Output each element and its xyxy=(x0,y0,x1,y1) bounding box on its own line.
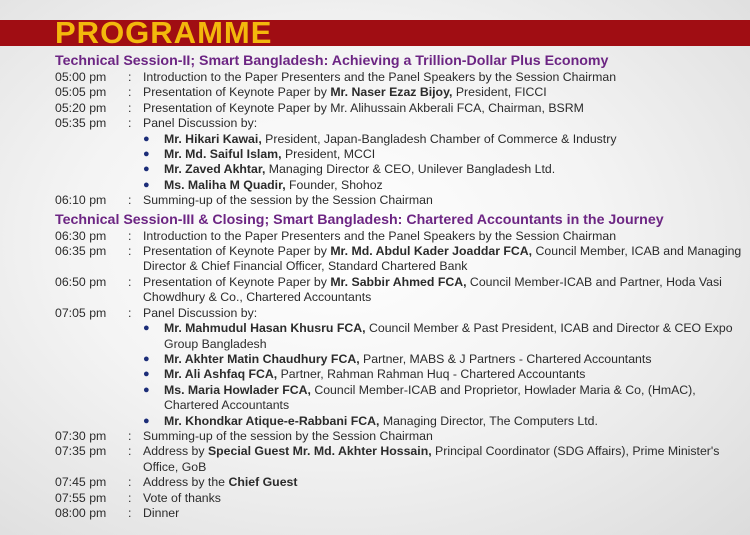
bullet-icon xyxy=(143,414,164,429)
schedule-time: 05:00 pm xyxy=(55,70,107,84)
bullet-icon xyxy=(143,178,164,193)
schedule-row: 06:35 pm : Presentation of Keynote Paper by Mr. Md. Abdul Kader Joaddar FCA, Council Member, ICAB and Managing Director & Chief Financial Officer, Standard Chartered Bank xyxy=(55,244,745,275)
schedule-time: 06:50 pm xyxy=(55,274,107,289)
schedule-description: Presentation of Keynote Paper by Mr. Sabbir Ahmed FCA, Council Member-ICAB and Partner, Hoda Vasi Chowdhury & Co., Chartered Accountants xyxy=(143,274,722,305)
schedule-row: 05:00 pm : Introduction to the Paper Presenters and the Panel Speakers by the Session Chairman xyxy=(55,70,745,85)
schedule-description: Summing-up of the session by the Session Chairman xyxy=(143,428,433,443)
panelist-item: ● Mr. Khondkar Atique-e-Rabbani FCA, Managing Director, The Computers Ltd. xyxy=(143,414,745,429)
panelist-item: ● Mr. Md. Saiful Islam, President, MCCI xyxy=(143,147,745,162)
panelist-item: ● Mr. Zaved Akhtar, Managing Director & CEO, Unilever Bangladesh Ltd. xyxy=(143,162,745,177)
bullet-icon xyxy=(143,367,164,382)
panelist-item: ● Mr. Ali Ashfaq FCA, Partner, Rahman Rahman Huq - Chartered Accountants xyxy=(143,367,745,382)
panel-list-session-2 xyxy=(55,132,745,194)
session-3-title: Technical Session-III & Closing; Smart Bangladesh: Chartered Accountants in the Journey xyxy=(55,211,664,228)
schedule-description: Presentation of Keynote Paper by Mr. Naser Ezaz Bijoy, President, FICCI xyxy=(143,85,547,100)
programme-content xyxy=(55,52,745,521)
schedule-row: 07:30 pm : Summing-up of the session by the Session Chairman xyxy=(55,429,745,444)
schedule-time: 05:20 pm xyxy=(55,100,107,115)
bullet-icon xyxy=(143,147,164,162)
schedule-row: 07:35 pm : Address by Special Guest Mr. Md. Akhter Hossain, Principal Coordinator (SDG Affairs), Prime Minister's Office, GoB xyxy=(55,444,745,475)
schedule-row: 07:05 pm : Panel Discussion by: xyxy=(55,306,745,321)
schedule-time: 05:05 pm xyxy=(55,85,107,100)
schedule-description: Summing-up of the session by the Session Chairman xyxy=(143,193,433,208)
schedule-description: Address by the Chief Guest xyxy=(143,475,298,490)
schedule-time: 07:05 pm xyxy=(55,305,107,320)
bullet-icon xyxy=(143,383,164,414)
schedule-description: Panel Discussion by: xyxy=(143,116,258,131)
schedule-time: 05:35 pm xyxy=(55,116,107,131)
schedule-description: Introduction to the Paper Presenters and the Panel Speakers by the Session Chairman xyxy=(143,70,617,84)
panelist-item: ● Ms. Maliha M Quadir, Founder, Shohoz xyxy=(143,178,745,193)
panelist-item: ● Mr. Hikari Kawai, President, Japan-Bangladesh Chamber of Commerce & Industry xyxy=(143,132,745,147)
schedule-time: 08:00 pm xyxy=(55,505,107,520)
schedule-description: Presentation of Keynote Paper by Mr. Md. Abdul Kader Joaddar FCA, Council Member, ICAB and Managing Director & Chief Financial Officer, Standard Chartered Bank xyxy=(143,244,742,274)
schedule-time: 07:55 pm xyxy=(55,490,107,505)
schedule-row: 05:20 pm : Presentation of Keynote Paper by Mr. Alihussain Akberali FCA, Chairman, BSRM xyxy=(55,101,745,116)
schedule-time: 06:35 pm xyxy=(55,244,107,259)
schedule-row: 06:50 pm : Presentation of Keynote Paper by Mr. Sabbir Ahmed FCA, Council Member-ICAB and Partner, Hoda Vasi Chowdhury & Co., Chartered Accountants xyxy=(55,275,745,306)
schedule-description: Dinner xyxy=(143,505,180,520)
bullet-icon xyxy=(143,352,164,367)
schedule-time: 07:45 pm xyxy=(55,475,107,490)
schedule-time: 06:10 pm xyxy=(55,193,107,208)
schedule-description: Introduction to the Paper Presenters and the Panel Speakers by the Session Chairman xyxy=(143,228,617,243)
panelist-item: ● Mr. Mahmudul Hasan Khusru FCA, Council Member & Past President, ICAB and Director & CEO Expo Group Bangladesh xyxy=(143,321,745,352)
panel-list-session-3 xyxy=(55,321,745,429)
panelist-item: ● Mr. Akhter Matin Chaudhury FCA, Partner, MABS & J Partners - Chartered Accountants xyxy=(143,352,745,367)
schedule-description: Presentation of Keynote Paper by Mr. Alihussain Akberali FCA, Chairman, BSRM xyxy=(143,100,584,115)
bullet-icon xyxy=(143,162,164,177)
schedule-description: Address by Special Guest Mr. Md. Akhter Hossain, Principal Coordinator (SDG Affairs), Prime Minister's Office, GoB xyxy=(143,444,720,474)
bullet-icon xyxy=(143,321,164,352)
schedule-row: 05:05 pm : Presentation of Keynote Paper by Mr. Naser Ezaz Bijoy, President, FICCI xyxy=(55,85,745,100)
session-2-title: Technical Session-II; Smart Bangladesh: Achieving a Trillion-Dollar Plus Economy xyxy=(55,53,609,69)
page-title: PROGRAMME xyxy=(55,15,273,50)
schedule-row: 08:00 pm : Dinner xyxy=(55,506,745,521)
schedule-row: 06:10 pm : Summing-up of the session by the Session Chairman xyxy=(55,193,745,208)
panelist-item: ● Ms. Maria Howlader FCA, Council Member-ICAB and Proprietor, Howlader Maria & Co, (HmAC), Chartered Accountants xyxy=(143,383,745,414)
schedule-row: 06:30 pm : Introduction to the Paper Presenters and the Panel Speakers by the Session Chairman xyxy=(55,229,745,244)
schedule-time: 06:30 pm xyxy=(55,228,107,243)
bullet-icon xyxy=(143,132,164,147)
schedule-row: 07:55 pm : Vote of thanks xyxy=(55,491,745,506)
schedule-description: Vote of thanks xyxy=(143,490,221,505)
schedule-time: 07:35 pm xyxy=(55,444,107,459)
schedule-row: 05:35 pm : Panel Discussion by: xyxy=(55,116,745,131)
schedule-description: Panel Discussion by: xyxy=(143,305,258,320)
schedule-row: 07:45 pm : Address by the Chief Guest xyxy=(55,475,745,490)
schedule-time: 07:30 pm xyxy=(55,428,107,443)
